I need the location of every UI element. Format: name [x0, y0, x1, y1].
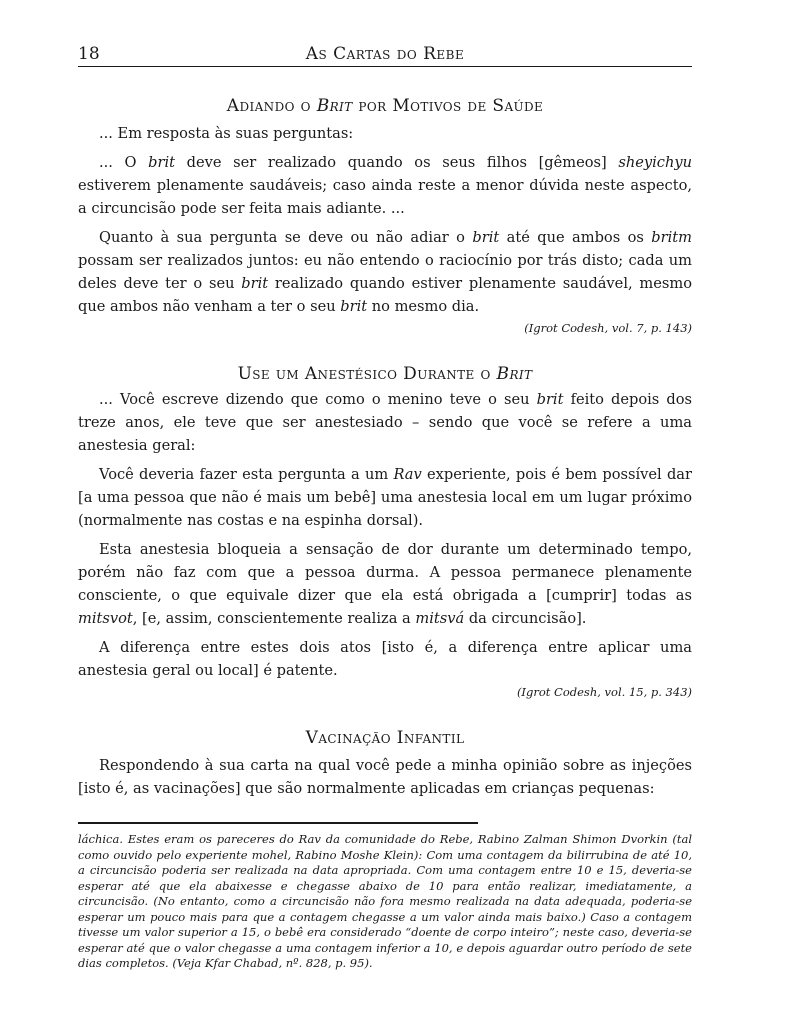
- citation: (Igrot Codesh, vol. 7, p. 143): [524, 321, 692, 335]
- section-title-anestesico: [78, 364, 692, 384]
- section-title-emphasis: Brit: [316, 96, 353, 116]
- paragraph: Respondendo à sua carta na qual você pede a minha opinião sobre as injeções [isto é, as vacinações] que são normalmente aplicadas em crianças pequenas:: [78, 757, 692, 797]
- term: sheyichyu: [618, 154, 692, 171]
- text: realizado quando estiver plenamente saudável, mesmo que ambos não venham a ter o seu: [78, 275, 692, 315]
- section-title-emphasis: Brit: [496, 364, 533, 384]
- citation: (Igrot Codesh, vol. 15, p. 343): [516, 685, 692, 699]
- paragraph: [78, 226, 692, 318]
- text: Esta anestesia bloqueia a sensação de dor durante um determinado tempo, porém não faz com que a pessoa durma. A pessoa permanece plenamente consciente, o que equivale dizer que ela está obrigada a [cumprir] todas as: [78, 541, 692, 604]
- text: deve ser realizado quando os seus filhos [gêmeos]: [175, 154, 619, 171]
- term: mitsvá: [415, 610, 465, 627]
- text: estiverem plenamente saudáveis; caso ainda reste a menor dúvida neste aspecto, a circuncisão pode ser feita mais adiante. ...: [78, 177, 692, 217]
- section-title-vacinacao: Vacinação Infantil: [305, 728, 465, 748]
- section-title-text: Use um Anestésico Durante o: [237, 364, 497, 384]
- paragraph: [78, 388, 692, 457]
- paragraph: A diferença entre estes dois atos [isto é, a diferença entre aplicar uma anestesia geral ou local] é patente.: [78, 639, 692, 679]
- text: ... O: [99, 154, 149, 171]
- term: brit: [472, 229, 500, 246]
- page-number: 18: [78, 44, 100, 64]
- paragraph: [78, 151, 692, 220]
- paragraph: ... Em resposta às suas perguntas:: [99, 125, 354, 142]
- term: Rav: [393, 466, 422, 483]
- text: , [e, assim, conscientemente realiza a: [132, 610, 416, 627]
- term: mitsvot: [78, 610, 133, 627]
- text: Quanto à sua pergunta se deve ou não adiar o: [99, 229, 473, 246]
- section-title-text: Adiando o: [226, 96, 317, 116]
- term: brit: [536, 391, 564, 408]
- text: da circuncisão].: [464, 610, 587, 627]
- page: [78, 40, 692, 972]
- text: no mesmo dia.: [367, 298, 480, 315]
- paragraph: [78, 463, 692, 532]
- term: brit: [241, 275, 269, 292]
- text: experiente, pois é bem possível dar [a uma pessoa que não é mais um bebê] uma anestesia local em um lugar próximo (normalmente nas costas e na espinha dorsal).: [78, 466, 692, 529]
- paragraph: [78, 538, 692, 630]
- term: britm: [651, 229, 692, 246]
- text: ... Você escreve dizendo que como o menino teve o seu: [99, 391, 537, 408]
- running-header: [78, 40, 692, 67]
- section-title-text: por Motivos de Saúde: [352, 96, 544, 116]
- book-title: As Cartas do Rebe: [305, 44, 465, 64]
- term: brit: [148, 154, 176, 171]
- text: até que ambos os: [499, 229, 652, 246]
- footnote: láchica. Estes eram os pareceres do Rav da comunidade do Rebe, Rabino Zalman Shimon Dvorkin (tal como ouvido pelo experiente mohel, Rabino Moshe Klein): Com uma contagem da bilirrubina de até 10, a circuncisão poderia ser realizada na data apropriada. Com uma contagem entre 10 e 15, deveria-se esperar até que ela abaixesse e chegasse abaixo de 10 para então realizar, imediatamente, a circuncisão. (No entanto, como a circuncisão não fora mesmo realizada na data adequada, poderia-se esperar um pouco mais para que a contagem chegasse a um valor ainda mais baixo.) Caso a contagem tivesse um valor superior a 15, o bebê era considerado “doente de corpo inteiro”; neste caso, deveria-se esperar até que o valor chegasse a uma contagem inferior a 10, e depois aguardar outro período de sete dias completos. (Veja Kfar Chabad, nº. 828, p. 95).: [78, 832, 692, 970]
- text: feito depois dos treze anos, ele teve que ser anestesiado – sendo que você se refere a uma anestesia geral:: [78, 391, 692, 454]
- section-title-adiando-brit: [78, 96, 692, 116]
- text: Você deveria fazer esta pergunta a um: [99, 466, 394, 483]
- term: brit: [340, 298, 368, 315]
- footnote-separator: [78, 822, 478, 824]
- text: possam ser realizados juntos: eu não entendo o raciocínio por trás disto; cada um deles deve ter o seu: [78, 252, 692, 292]
